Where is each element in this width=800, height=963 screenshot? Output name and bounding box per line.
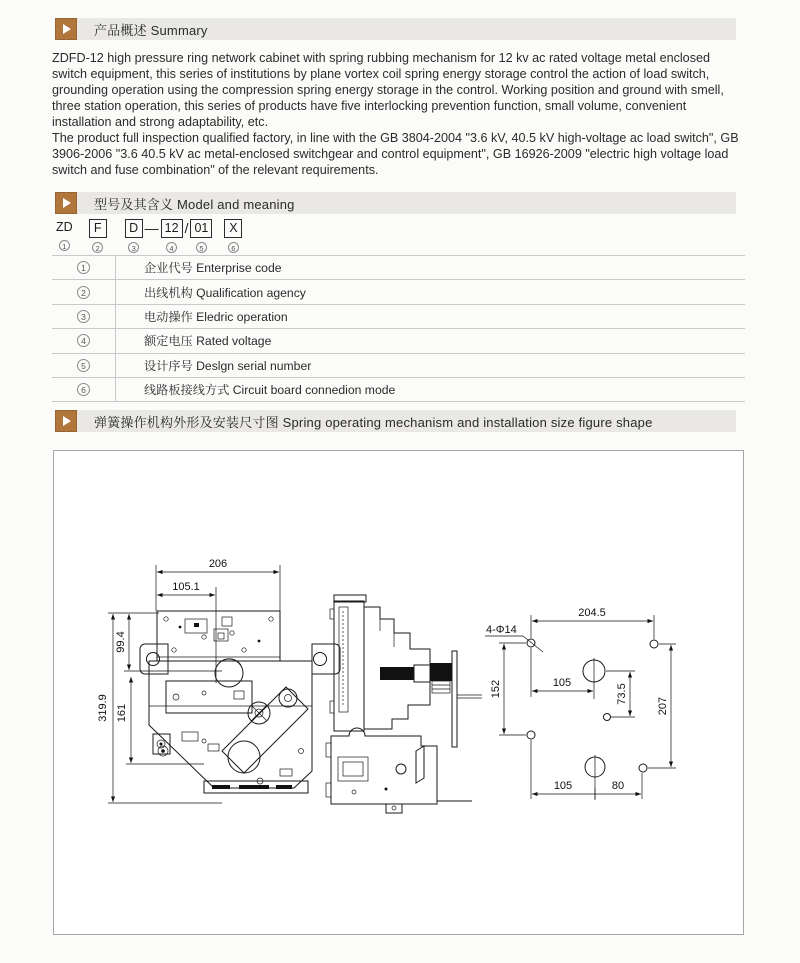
dim-holes-top-width: 204.5: [578, 607, 606, 619]
row-description: 企业代号 Enterprise code: [144, 261, 282, 276]
model-code-segment-4: [161, 219, 183, 253]
model-code-box-12: 12: [161, 219, 183, 238]
holes-count-label: 4-Φ14: [486, 624, 517, 636]
model-code-box-01: 01: [190, 219, 212, 238]
row-number-badge: 4: [77, 334, 90, 347]
summary-paragraph-2: The product full inspection qualified factory, in line with the GB 3804-2004 "3.6 kV, 40.5 kV high-voltage ac load switch", GB 3906-2006 "3.6 40.5 kV ac metal-enclosed switchgear and control equipment", GB 16926-2009 "electric high voltage load switch and fuse combination" of the relevant requirements.: [52, 131, 739, 178]
model-code-diagram: [56, 219, 242, 253]
row-number-badge: 1: [77, 261, 90, 274]
dim-front-total-width: 206: [208, 558, 228, 570]
technical-drawing: [54, 451, 743, 934]
row-description: 电动操作 Eledric operation: [144, 309, 288, 324]
row-number-badge: 6: [77, 383, 90, 396]
technical-drawing-panel: [53, 450, 744, 935]
model-code-segment-2: [89, 219, 107, 253]
arrow-right-icon: [55, 18, 77, 40]
drawing-section-title: 弹簧操作机构外形及安装尺寸图 Spring operating mechanism and installation size figure shape: [94, 414, 653, 430]
arrow-right-icon: [55, 410, 77, 432]
table-row: [52, 354, 745, 378]
row-description: 额定电压 Rated voltage: [144, 334, 272, 349]
dim-front-partial-width: 105.1: [172, 581, 200, 593]
summary-section-header: [55, 18, 736, 40]
dim-holes-right-height: 207: [657, 696, 669, 716]
table-row: [52, 329, 745, 353]
summary-paragraph-1: ZDFD-12 high pressure ring network cabinet with spring rubbing mechanism for 12 kv ac rated voltage metal enclosed switch equipment, this series of institutions by plane vortex coil spring energy storage control the action of load switch, grounding operation using the compression spring energy storage in the control. Working position and ground with smell, three station operation, this series of products have five interlocking prevention function, small volume, convenient installation and strong adaptability, etc.: [52, 51, 724, 130]
dim-holes-bottom-right: 80: [611, 780, 625, 792]
model-section-header: [55, 192, 736, 214]
model-code-slash: /: [184, 220, 189, 236]
model-code-segment-5: [190, 219, 212, 253]
model-code-box-x: X: [224, 219, 242, 238]
model-code-prefix: [56, 219, 73, 251]
side-view-drawing: [326, 595, 482, 813]
table-row: [52, 378, 745, 402]
dim-front-lower-height: 161: [116, 703, 128, 723]
dim-holes-bottom-left: 105: [553, 780, 573, 792]
dim-holes-center-width: 105: [552, 677, 572, 689]
model-code-index-3: 3: [128, 242, 139, 253]
row-description: 出线机构 Qualification agency: [144, 285, 306, 300]
dim-front-upper-height: 99.4: [115, 631, 127, 653]
row-number-badge: 3: [77, 310, 90, 323]
arrow-right-icon: [55, 192, 77, 214]
model-code-segment-3: [125, 219, 143, 253]
table-row: [52, 305, 745, 329]
dim-holes-center-height: 73.5: [616, 683, 628, 705]
model-code-dash: —: [144, 220, 159, 236]
model-code-index-2: 2: [92, 242, 103, 253]
model-code-index-6: 6: [228, 242, 239, 253]
model-code-segment-6: [224, 219, 242, 253]
row-description: 线路板接线方式 Circuit board connedion mode: [144, 383, 396, 398]
dim-front-total-height: 319.9: [97, 694, 109, 722]
model-code-index-1: 1: [59, 240, 70, 251]
model-code-box-f: F: [89, 219, 107, 238]
table-row: [52, 256, 745, 280]
model-meaning-table: [52, 255, 745, 402]
model-code-box-d: D: [125, 219, 143, 238]
row-number-badge: 2: [77, 286, 90, 299]
summary-section-title: 产品概述 Summary: [94, 22, 208, 38]
mounting-hole-drawing: [485, 607, 676, 800]
model-code-prefix-text: ZD: [56, 220, 73, 234]
row-description: 设计序号 Deslgn serial number: [144, 358, 312, 373]
model-code-index-5: 5: [196, 242, 207, 253]
table-row: [52, 280, 745, 304]
front-view-drawing: [97, 558, 340, 803]
row-number-badge: 5: [77, 359, 90, 372]
model-section-title: 型号及其含义 Model and meaning: [94, 196, 295, 212]
dim-holes-left-height: 152: [490, 679, 502, 699]
model-code-index-4: 4: [166, 242, 177, 253]
drawing-section-header: [55, 410, 736, 432]
